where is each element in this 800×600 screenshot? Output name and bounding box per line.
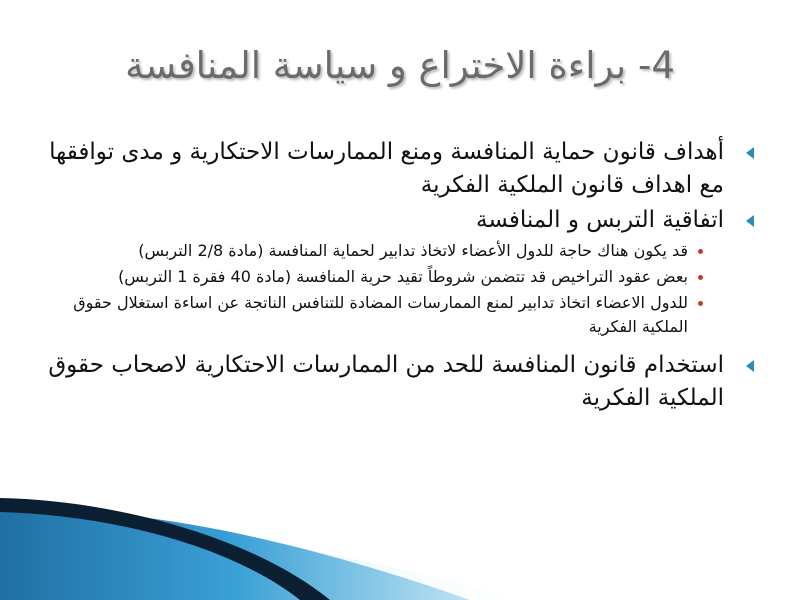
bullet-text: اتفاقية التربس و المنافسة — [476, 207, 724, 233]
swoosh-light-band — [0, 531, 520, 600]
sub-bullet-text: قد يكون هناك حاجة للدول الأعضاء لاتخاذ تدابير لحماية المنافسة (مادة 2/8 التربس) — [138, 241, 688, 260]
triangle-bullet-icon — [746, 215, 754, 227]
bullet-item — [40, 136, 760, 202]
bullet-text: أهداف قانون حماية المنافسة ومنع الممارسات الاحتكارية و مدى توافقها مع اهداف قانون الملكية الفكرية — [49, 139, 724, 198]
sub-bullet-item — [40, 291, 760, 339]
sub-bullet-item — [40, 265, 760, 289]
sub-bullet-item — [40, 239, 760, 263]
swoosh-dark-band — [0, 498, 330, 600]
spacer — [40, 341, 760, 349]
dot-bullet-icon — [698, 301, 703, 306]
slide-title: 4- براءة الاختراع و سياسة المنافسة — [125, 44, 675, 87]
bullet-item — [40, 204, 760, 237]
triangle-bullet-icon — [746, 360, 754, 372]
triangle-bullet-icon — [746, 147, 754, 159]
sub-bullet-text: للدول الاعضاء اتخاذ تدابير لمنع الممارسات المضادة للتنافس الناتجة عن اساءة استغلال حقوق الملكية الفكرية — [73, 293, 688, 336]
slide-content — [40, 136, 760, 417]
bullet-item — [40, 349, 760, 415]
dot-bullet-icon — [698, 275, 703, 280]
sub-bullet-text: بعض عقود التراخيص قد تتضمن شروطاً تقيد حرية المنافسة (مادة 40 فقرة 1 التربس) — [118, 267, 688, 286]
bullet-text: استخدام قانون المنافسة للحد من الممارسات الاحتكارية لاصحاب حقوق الملكية الفكرية — [48, 352, 724, 411]
dot-bullet-icon — [698, 249, 703, 254]
swoosh-blue-band — [0, 510, 470, 600]
